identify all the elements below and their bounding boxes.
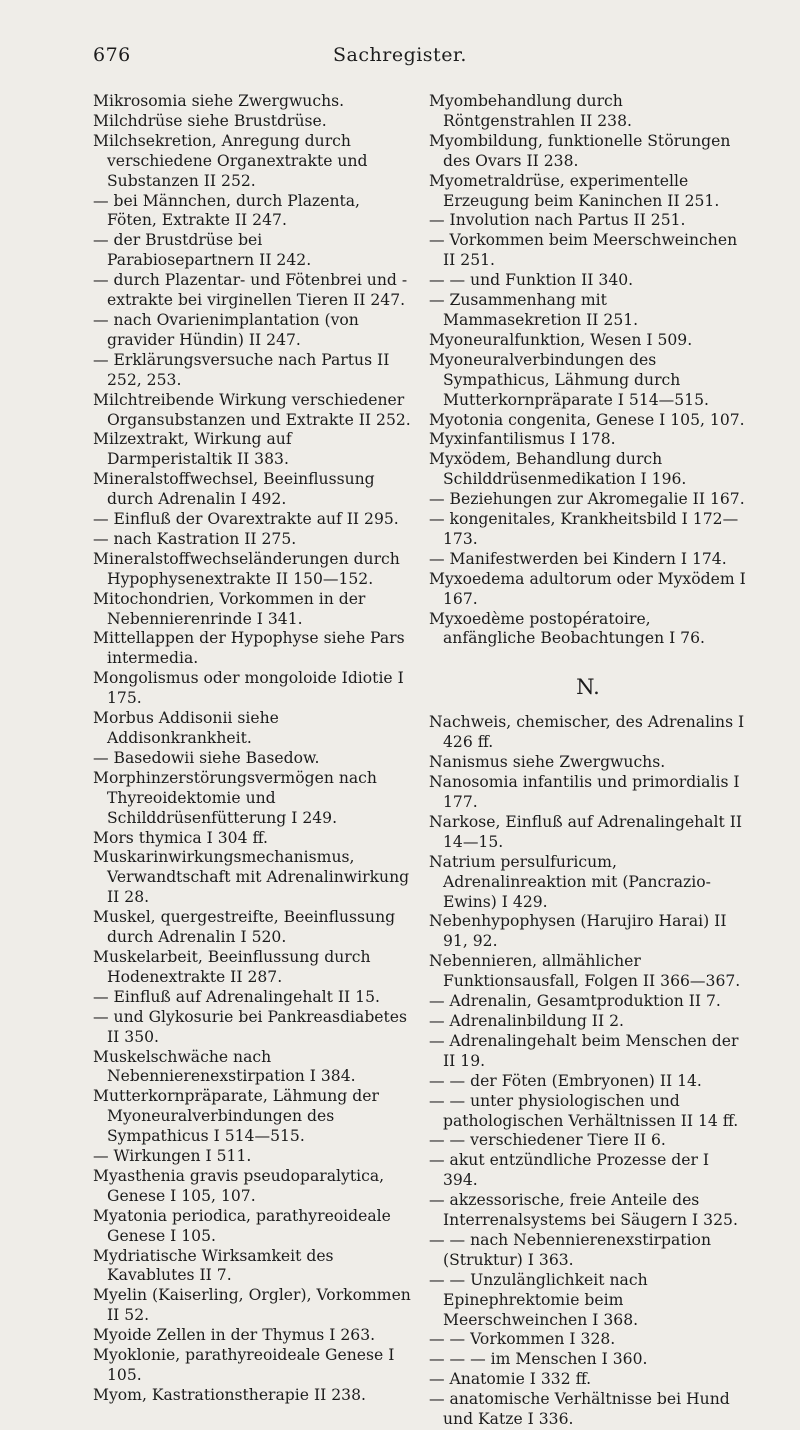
index-entry: — Wirkungen I 511. [93, 1147, 252, 1166]
index-entry: — und Glykosurie bei Pankreasdiabetes II 350. [93, 1007, 408, 1046]
index-entry: Milchtreibende Wirkung verschiedener Organsubstanzen und Extrakte II 252. [93, 390, 411, 429]
index-entry: Mitochondrien, Vorkommen in der Nebennierenrinde I 341. [93, 589, 366, 628]
index-entry: Mors thymica I 304 ff. [93, 828, 268, 847]
index-entry: — — und Funktion II 340. [429, 271, 634, 290]
index-entry: Mineralstoffwechseländerungen durch Hypophysenextrakte II 150—152. [93, 549, 400, 588]
index-column-right [429, 92, 747, 1430]
index-entry: Myoklonie, parathyreoideale Genese I 105. [93, 1346, 395, 1384]
index-entry: — Adrenalingehalt beim Menschen der II 19. [429, 1031, 739, 1070]
index-entry: Milzextrakt, Wirkung auf Darmperistaltik II 383. [93, 430, 292, 469]
index-entry: Myelin (Kaiserling, Orgler), Vorkommen II 52. [93, 1286, 411, 1325]
index-entry: — — — im Menschen I 360. [429, 1350, 648, 1369]
index-entry: Nanismus siehe Zwergwuchs. [429, 753, 666, 772]
index-entry: Muskarinwirkungsmechanismus, Verwandtschaft mit Adrenalinwirkung II 28. [93, 848, 410, 907]
index-entry: Myoide Zellen in der Thymus I 263. [93, 1326, 376, 1345]
index-entry: Milchsekretion, Anregung durch verschiedene Organextrakte und Substanzen II 252. [93, 131, 368, 190]
index-entry: Nanosomia infantilis und primordialis I 177. [429, 773, 740, 811]
index-entry: Myxoedema adultorum oder Myxödem I 167. [429, 569, 746, 608]
index-entry: Narkose, Einfluß auf Adrenalingehalt II 14—15. [429, 812, 743, 851]
index-entry: — — verschiedener Tiere II 6. [429, 1131, 666, 1150]
index-entry: Myxödem, Behandlung durch Schilddrüsenmedikation I 196. [429, 450, 687, 489]
index-entry: Myombehandlung durch Röntgenstrahlen II 238. [429, 92, 632, 130]
index-entry: — Zusammenhang mit Mammasekretion II 251. [429, 291, 639, 329]
index-entry: — der Brustdrüse bei Parabiosepartnern II 242. [93, 231, 312, 270]
index-entry: — — der Föten (Embryonen) II 14. [429, 1071, 702, 1090]
index-entry: Mydriatische Wirksamkeit des Kavablutes II 7. [93, 1246, 334, 1285]
index-entry: — anatomische Verhältnisse bei Hund und Katze I 336. [429, 1390, 730, 1429]
index-entry: Muskel, quergestreifte, Beeinflussung durch Adrenalin I 520. [93, 908, 396, 947]
index-entry: — Involution nach Partus II 251. [429, 211, 686, 230]
index-entry: Myombildung, funktionelle Störungen des Ovars II 238. [429, 131, 731, 170]
index-entry: — Erklärungsversuche nach Partus II 252, 253. [93, 350, 390, 389]
index-entry: — — Unzulänglichkeit nach Epinephrektomie beim Meerschweinchen I 368. [429, 1270, 648, 1329]
index-entry: Myasthenia gravis pseudoparalytica, Genese I 105, 107. [93, 1166, 385, 1205]
index-entry: Mittellappen der Hypophyse siehe Pars intermedia. [93, 629, 405, 668]
index-entry: Myometraldrüse, experimentelle Erzeugung beim Kaninchen II 251. [429, 171, 720, 210]
index-entry: Nachweis, chemischer, des Adrenalins I 426 ff. [429, 713, 745, 752]
index-entry: Myoneuralverbindungen des Sympathicus, Lähmung durch Mutterkornpräparate I 514—515. [429, 350, 709, 409]
index-entry: — Anatomie I 332 ff. [429, 1370, 592, 1389]
index-entry: Myxinfantilismus I 178. [429, 430, 616, 449]
index-entry: — nach Kastration II 275. [93, 529, 297, 548]
index-entry: — Basedowii siehe Basedow. [93, 748, 320, 767]
index-entry: — — Vorkommen I 328. [429, 1330, 616, 1349]
section-letter-heading: N. [576, 675, 600, 700]
index-entry: Morbus Addisonii siehe Addisonkrankheit. [93, 709, 279, 747]
index-entry: — Einfluß der Ovarextrakte auf II 295. [93, 510, 399, 529]
index-column-left [93, 92, 411, 1406]
index-entry: Myoneuralfunktion, Wesen I 509. [429, 330, 693, 349]
index-entry: — nach Ovarienimplantation (von gravider Hündin) II 247. [93, 310, 359, 349]
index-entry: Mongolismus oder mongoloide Idiotie I 175. [93, 669, 404, 708]
index-entry: Natrium persulfuricum, Adrenalinreaktion mit (Pancrazio-Ewins) I 429. [429, 852, 711, 911]
index-entry: — — unter physiologischen und pathologischen Verhältnissen II 14 ff. [429, 1091, 739, 1130]
index-block-n [429, 713, 747, 1430]
index-entry: — Adrenalinbildung II 2. [429, 1011, 624, 1030]
index-entry: Milchdrüse siehe Brustdrüse. [93, 111, 327, 130]
index-entry: — kongenitales, Krankheitsbild I 172—173. [429, 510, 739, 548]
index-entry: Myxoedème postopératoire, anfängliche Beobachtungen I 76. [429, 609, 705, 648]
page-number: 676 [93, 44, 131, 66]
index-entry: Myom, Kastrationstherapie II 238. [93, 1385, 366, 1404]
index-entry: Mikrosomia siehe Zwergwuchs. [93, 92, 345, 110]
index-entry: — durch Plazentar- und Fötenbrei und -extrakte bei virginellen Tieren II 247. [93, 271, 408, 310]
index-entry: Muskelschwäche nach Nebennierenexstirpation I 384. [93, 1047, 356, 1086]
running-head: Sachregister. [333, 44, 467, 66]
index-entry: Mutterkornpräparate, Lähmung der Myoneuralverbindungen des Sympathicus I 514—515. [93, 1087, 379, 1146]
index-entry: — — nach Nebennierenexstirpation (Struktur) I 363. [429, 1230, 711, 1269]
index-entry: Mineralstoffwechsel, Beeinflussung durch Adrenalin I 492. [93, 470, 375, 509]
index-entry: — Adrenalin, Gesamtproduktion II 7. [429, 992, 721, 1011]
index-entry: — akzessorische, freie Anteile des Interrenalsystems bei Säugern I 325. [429, 1191, 738, 1230]
index-entry: Myotonia congenita, Genese I 105, 107. [429, 410, 745, 429]
index-entry: — bei Männchen, durch Plazenta, Föten, Extrakte II 247. [93, 191, 361, 230]
index-entry: — Vorkommen beim Meerschweinchen II 251. [429, 231, 738, 270]
index-entry: Myatonia periodica, parathyreoideale Genese I 105. [93, 1206, 391, 1245]
index-entry: — Einfluß auf Adrenalingehalt II 15. [93, 987, 380, 1006]
index-entry: Nebenhypophysen (Harujiro Harai) II 91, 92. [429, 912, 727, 951]
index-entry: Muskelarbeit, Beeinflussung durch Hodenextrakte II 287. [93, 947, 371, 986]
index-entry: — Manifestwerden bei Kindern I 174. [429, 549, 727, 568]
index-entry: — akut entzündliche Prozesse der I 394. [429, 1151, 710, 1190]
index-entry: — Beziehungen zur Akromegalie II 167. [429, 490, 745, 509]
index-entry: Nebennieren, allmählicher Funktionsausfall, Folgen II 366—367. [429, 952, 741, 991]
index-block-m-continued [429, 92, 747, 649]
index-entry: Morphinzerstörungsvermögen nach Thyreoidektomie und Schilddrüsenfütterung I 249. [93, 768, 377, 827]
